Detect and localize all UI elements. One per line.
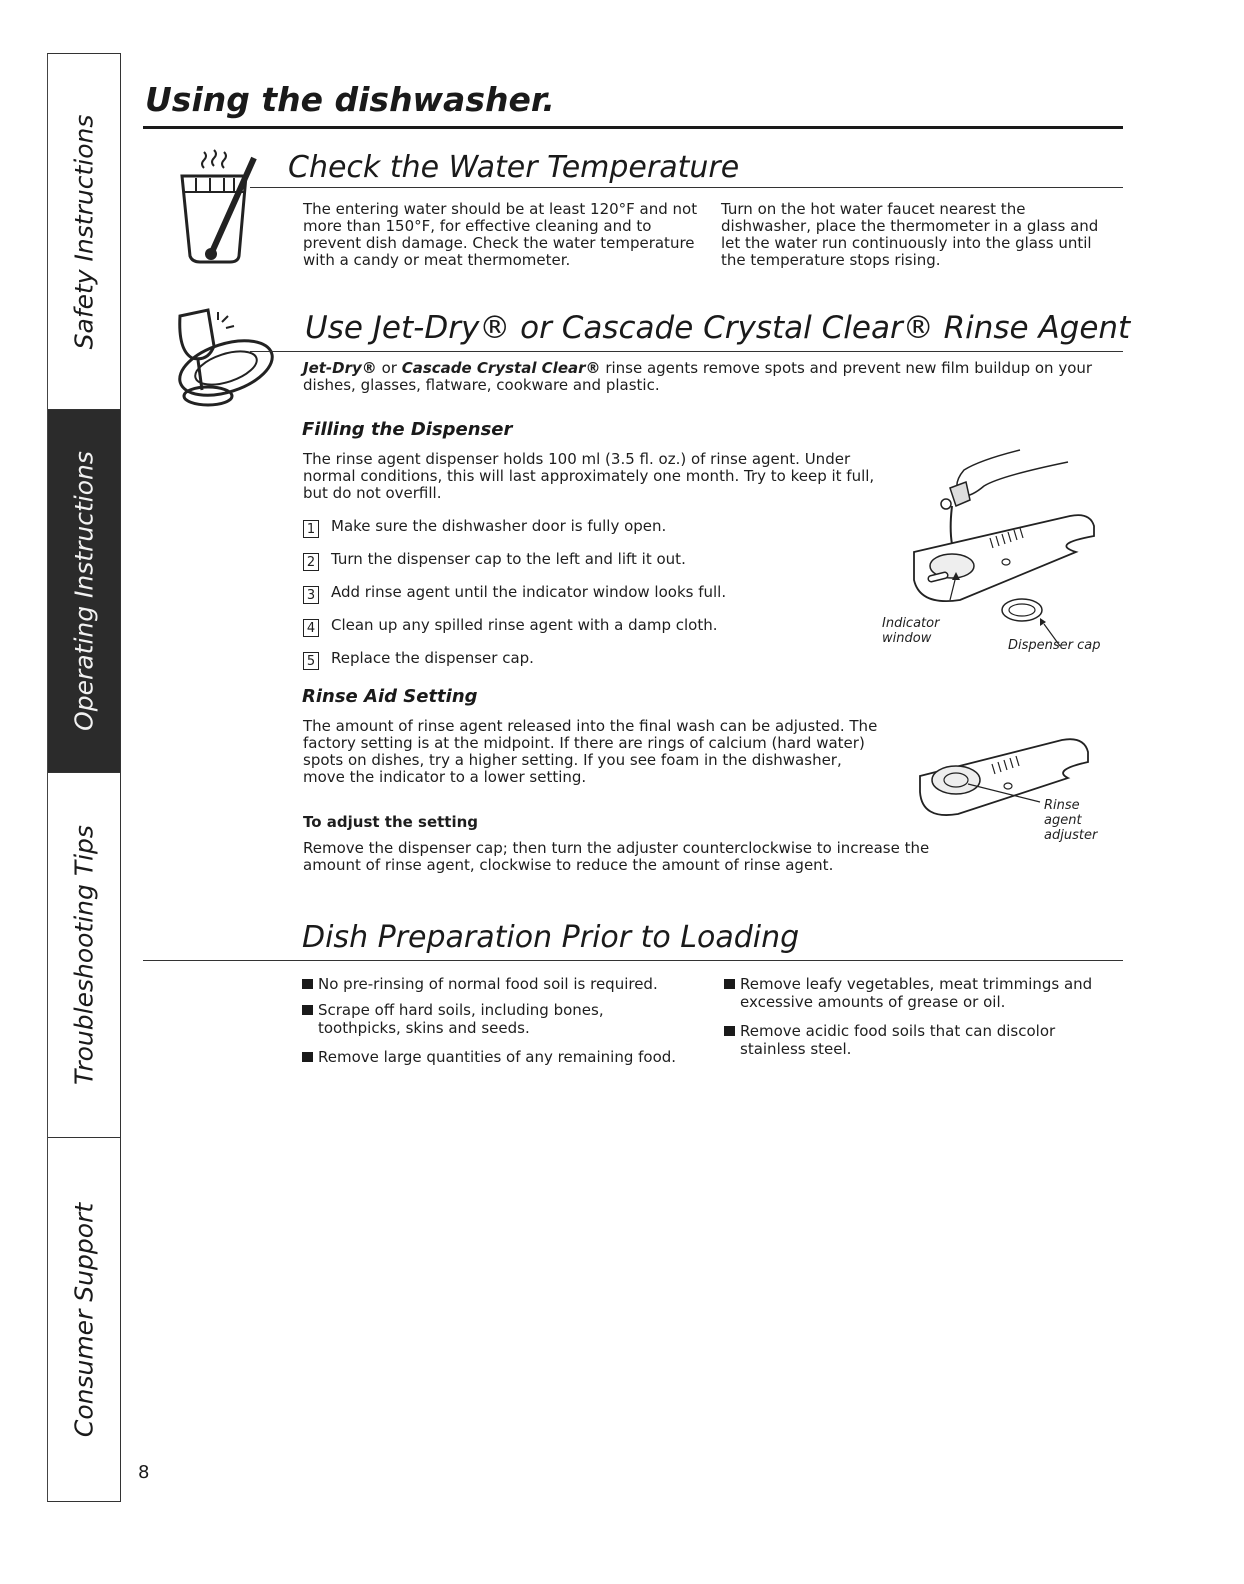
- water-temperature-right-text: Turn on the hot water faucet nearest the dishwasher, place the thermometer in a glass and let the water run continuously into the glass until the temperature stops rising.: [721, 200, 1099, 269]
- step-text: Make sure the dishwasher door is fully open.: [331, 517, 667, 535]
- tab-consumer-support[interactable]: [48, 1138, 120, 1502]
- tab-safety-instructions[interactable]: [48, 54, 120, 410]
- bullet-item: [302, 1048, 688, 1066]
- indicator-window-caption: [882, 616, 939, 646]
- step-3: [303, 580, 726, 604]
- step-number: 4: [303, 619, 319, 637]
- tab-label: Consumer Support: [69, 1202, 99, 1438]
- rinse-agent-glass-icon: [168, 306, 278, 414]
- step-number: 2: [303, 553, 319, 571]
- dish-preparation-rule: [143, 960, 1123, 961]
- bullet-item: [724, 975, 1120, 1011]
- step-2: [303, 547, 686, 571]
- filling-dispenser-heading: Filling the Dispenser: [302, 419, 513, 440]
- dish-preparation-heading: Dish Preparation Prior to Loading: [302, 920, 800, 955]
- water-temperature-heading: Check the Water Temperature: [288, 150, 740, 185]
- step-text: Clean up any spilled rinse agent with a damp cloth.: [331, 616, 718, 634]
- adjust-setting-heading: To adjust the setting: [303, 813, 479, 831]
- step-5: [303, 646, 534, 670]
- page-title: Using the dishwasher.: [145, 80, 555, 119]
- bullet-square: [302, 1052, 313, 1062]
- dispenser-cap-caption: Dispenser cap: [1008, 638, 1101, 653]
- bullet-square: [724, 1026, 735, 1036]
- bullet-square: [302, 1005, 313, 1015]
- caption-line: adjuster: [1044, 828, 1098, 843]
- bullet-item: [724, 1022, 1120, 1058]
- thermometer-glass-icon: [176, 148, 260, 266]
- tab-operating-instructions[interactable]: [48, 410, 120, 773]
- bullet-square: [302, 979, 313, 989]
- rinse-agent-heading: Use Jet-Dry® or Cascade Crystal Clear® Rinse Agent: [305, 310, 1131, 346]
- bullet-item: [302, 975, 723, 993]
- bullet-text: Remove large quantities of any remaining food.: [318, 1048, 677, 1066]
- bullet-text: Remove acidic food soils that can discolor stainless steel.: [740, 1022, 1056, 1058]
- step-4: [303, 613, 718, 637]
- bullet-text: No pre-rinsing of normal food soil is required.: [318, 975, 658, 993]
- filling-dispenser-text: The rinse agent dispenser holds 100 ml (3.5 fl. oz.) of rinse agent. Under normal conditions, this will last approximately one month. Try to keep it full, but do not overfill.: [303, 450, 875, 502]
- tab-troubleshooting-tips[interactable]: [48, 773, 120, 1138]
- caption-line: agent: [1044, 813, 1082, 828]
- title-rule: [143, 126, 1123, 129]
- adjust-setting-text: Remove the dispenser cap; then turn the adjuster counterclockwise to increase the amount of rinse agent, clockwise to reduce the amount of rinse agent.: [303, 839, 930, 874]
- rinse-agent-intro: [303, 360, 1093, 394]
- bullet-item: [302, 1001, 658, 1037]
- bullet-square: [724, 979, 735, 989]
- step-text: Replace the dispenser cap.: [331, 649, 534, 667]
- caption-line: window: [882, 631, 932, 646]
- caption-line: Rinse: [1044, 798, 1080, 813]
- side-tab-bar: [47, 53, 121, 1502]
- jet-dry-brand: Jet-Dry®: [303, 359, 377, 377]
- intro-rest: rinse agents remove spots and prevent new film buildup on your dishes, glasses, flatware, cookware and plastic.: [303, 359, 1093, 394]
- page-number: 8: [138, 1462, 150, 1483]
- rinse-aid-setting-heading: Rinse Aid Setting: [302, 686, 478, 707]
- step-number: 5: [303, 652, 319, 670]
- water-temperature-rule: [250, 187, 1123, 188]
- caption-line: Indicator: [882, 616, 940, 631]
- water-temperature-left-text: The entering water should be at least 120°F and not more than 150°F, for effective cleaning and to prevent dish damage. Check the water temperature with a candy or meat thermometer.: [303, 200, 698, 269]
- rinse-aid-setting-text: The amount of rinse agent released into the final wash can be adjusted. The factory setting is at the midpoint. If there are rings of calcium (hard water) spots on dishes, try a higher setting. If you see foam in the dishwasher, move the indicator to a lower setting.: [303, 717, 878, 786]
- intro-or: or: [381, 359, 397, 377]
- step-number: 3: [303, 586, 319, 604]
- tab-label: Operating Instructions: [69, 451, 99, 731]
- step-text: Turn the dispenser cap to the left and lift it out.: [331, 550, 686, 568]
- dispenser-fill-illustration: [900, 440, 1100, 640]
- tab-label: Safety Instructions: [69, 114, 99, 349]
- bullet-text: Scrape off hard soils, including bones, toothpicks, skins and seeds.: [318, 1001, 604, 1037]
- step-number: 1: [303, 520, 319, 538]
- step-1: [303, 514, 666, 538]
- cascade-brand: Cascade Crystal Clear®: [401, 359, 601, 377]
- step-text: Add rinse agent until the indicator window looks full.: [331, 583, 727, 601]
- rinse-agent-rule: [250, 351, 1123, 352]
- tab-label: Troubleshooting Tips: [69, 825, 99, 1085]
- rinse-agent-adjuster-caption: [1044, 798, 1097, 843]
- bullet-text: Remove leafy vegetables, meat trimmings and excessive amounts of grease or oil.: [740, 975, 1093, 1011]
